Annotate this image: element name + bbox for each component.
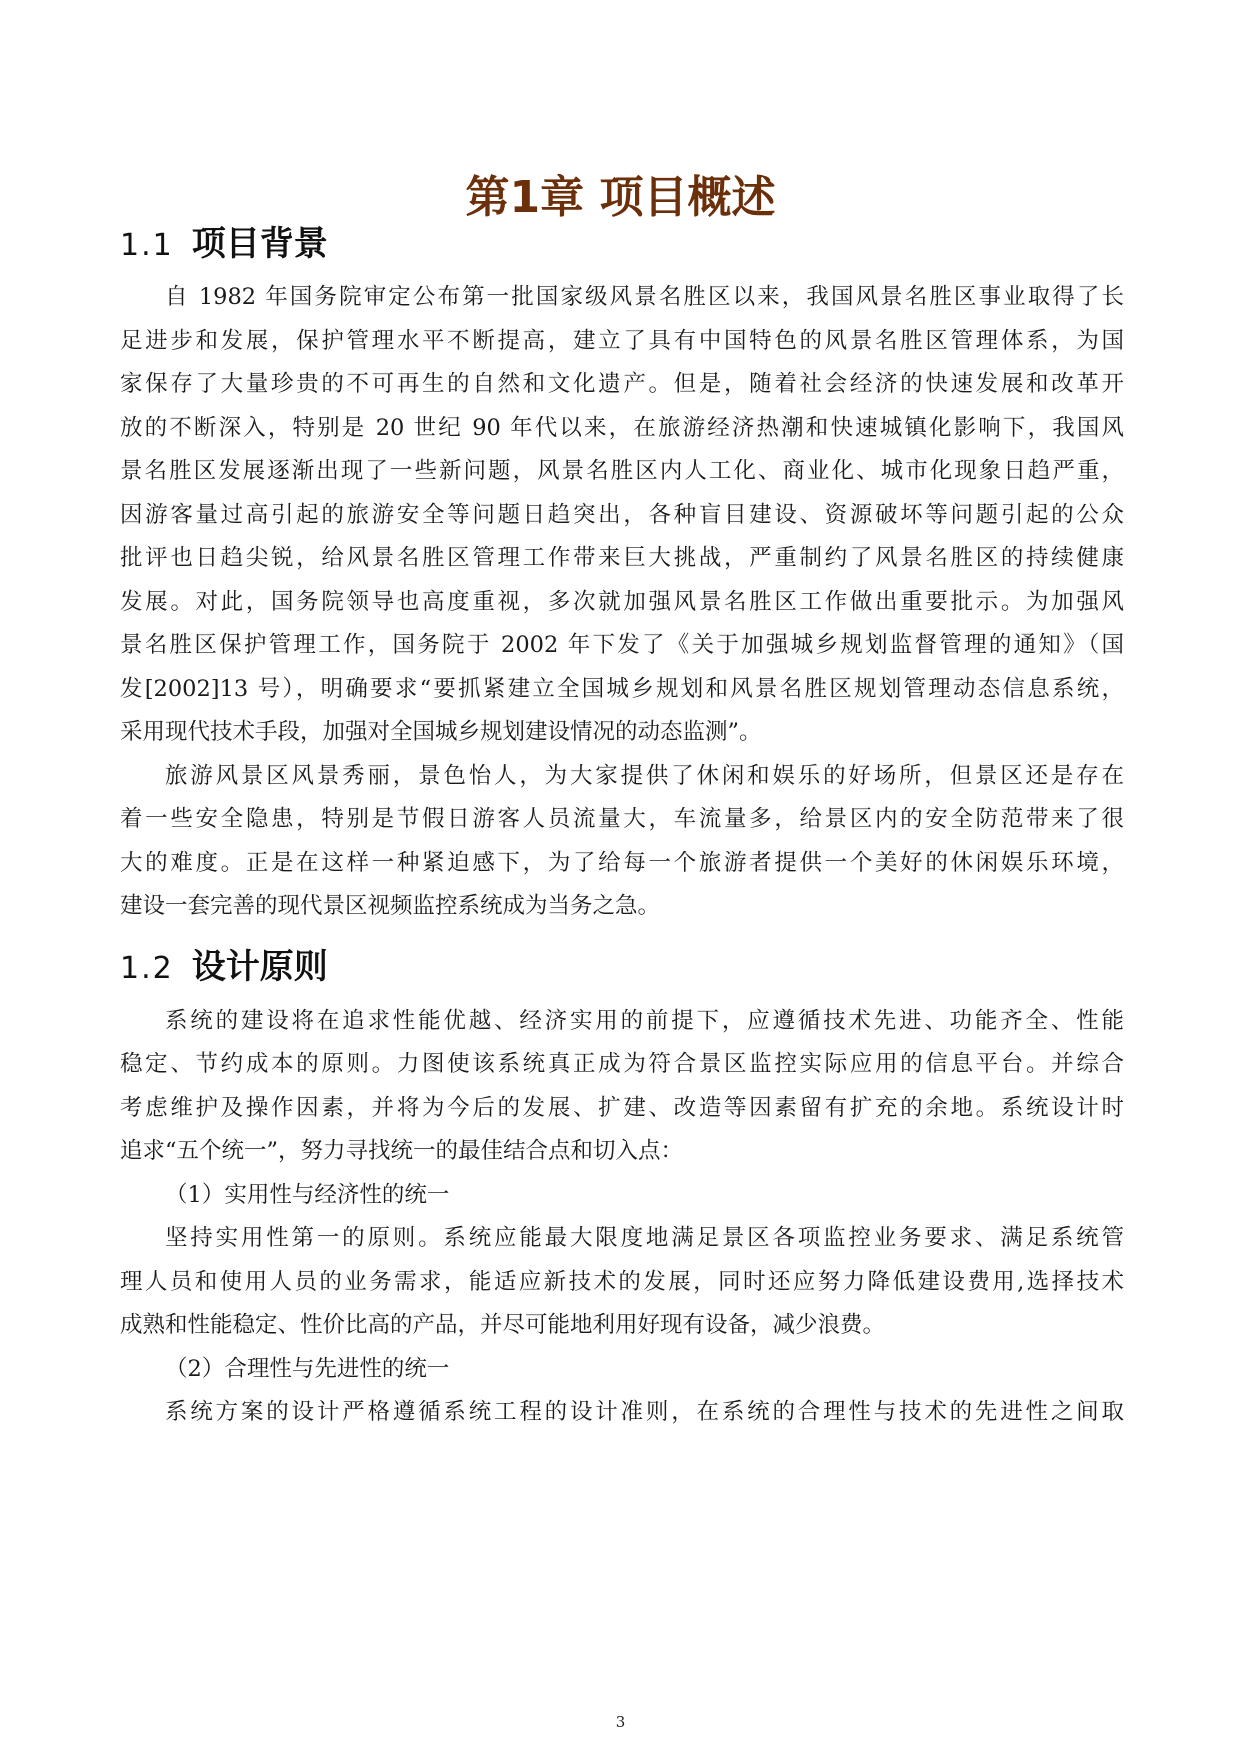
paragraph-line: 放的不断深入，特别是 20 世纪 90 年代以来，在旅游经济热潮和快速城镇化影响下，我国风 [120, 415, 1124, 441]
paragraph-line: 追求“五个统一”，努力寻找统一的最佳结合点和切入点： [120, 1138, 684, 1164]
section-heading-1-1 [120, 222, 1120, 268]
paragraph-line: 成熟和性能稳定、性价比高的产品，并尽可能地利用好现有设备，减少浪费。 [120, 1312, 886, 1338]
section-heading-1-2 [120, 945, 1120, 991]
paragraph-line: 景名胜区保护管理工作，国务院于 2002 年下发了《关于加强城乡规划监督管理的通知》（国 [120, 632, 1124, 658]
paragraph-line: 建设一套完善的现代景区视频监控系统成为当务之急。 [120, 893, 661, 919]
paragraph-line: 大的难度。正是在这样一种紧迫感下，为了给每一个旅游者提供一个美好的休闲娱乐环境， [120, 850, 1124, 876]
paragraph-line: 系统方案的设计严格遵循系统工程的设计准则，在系统的合理性与技术的先进性之间取 [165, 1399, 1124, 1425]
paragraph-line: 发[2002]13 号），明确要求“要抓紧建立全国城乡规划和风景名胜区规划管理动态信息系统， [120, 676, 1124, 702]
chapter-title: 第1章 项目概述 [465, 172, 776, 223]
paragraph-line: 着一些安全隐患，特别是节假日游客人员流量大，车流量多，给景区内的安全防范带来了很 [120, 806, 1124, 832]
paragraph-line: 考虑维护及操作因素，并将为今后的发展、扩建、改造等因素留有扩充的余地。系统设计时 [120, 1095, 1124, 1121]
section-number: 1.2 [120, 951, 174, 986]
section-number: 1.1 [120, 228, 174, 263]
list-item-heading: （2）合理性与先进性的统一 [165, 1356, 450, 1382]
page-number: 3 [615, 1713, 626, 1731]
paragraph-line: 发展。对此，国务院领导也高度重视，多次就加强风景名胜区工作做出重要批示。为加强风 [120, 589, 1124, 615]
paragraph-line: 批评也日趋尖锐，给风景名胜区管理工作带来巨大挑战，严重制约了风景名胜区的持续健康 [120, 545, 1124, 571]
paragraph-line: 足进步和发展，保护管理水平不断提高，建立了具有中国特色的风景名胜区管理体系，为国 [120, 328, 1124, 354]
paragraph-line: 因游客量过高引起的旅游安全等问题日趋突出，各种盲目建设、资源破坏等问题引起的公众 [120, 502, 1124, 528]
paragraph-line: 理人员和使用人员的业务需求，能适应新技术的发展，同时还应努力降低建设费用,选择技术 [120, 1269, 1124, 1295]
paragraph-line: 自 1982 年国务院审定公布第一批国家级风景名胜区以来，我国风景名胜区事业取得了长 [165, 284, 1124, 310]
section-title: 设计原则 [191, 947, 328, 987]
paragraph-line: 家保存了大量珍贵的不可再生的自然和文化遗产。但是，随着社会经济的快速发展和改革开 [120, 371, 1124, 397]
section-title: 项目背景 [191, 224, 328, 264]
paragraph-line: 坚持实用性第一的原则。系统应能最大限度地满足景区各项监控业务要求、满足系统管 [165, 1225, 1124, 1251]
list-item-heading: （1）实用性与经济性的统一 [165, 1182, 450, 1208]
paragraph-line: 系统的建设将在追求性能优越、经济实用的前提下，应遵循技术先进、功能齐全、性能 [165, 1008, 1124, 1034]
paragraph-line: 景名胜区发展逐渐出现了一些新问题，风景名胜区内人工化、商业化、城市化现象日趋严重， [120, 458, 1124, 484]
paragraph-line: 采用现代技术手段，加强对全国城乡规划建设情况的动态监测”。 [120, 719, 762, 745]
paragraph-line: 旅游风景区风景秀丽，景色怡人，为大家提供了休闲和娱乐的好场所，但景区还是存在 [165, 763, 1124, 789]
paragraph-line: 稳定、节约成本的原则。力图使该系统真正成为符合景区监控实际应用的信息平台。并综合 [120, 1051, 1124, 1077]
